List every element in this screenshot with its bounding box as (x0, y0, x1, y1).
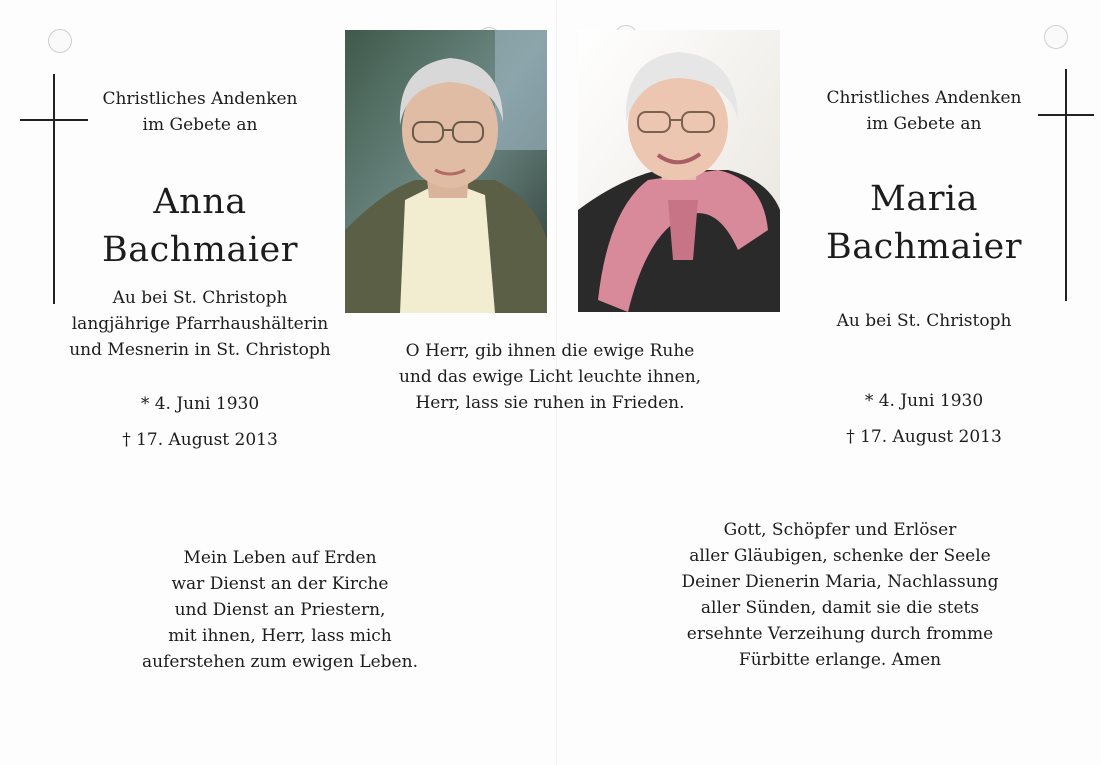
punch-hole-left (48, 29, 72, 53)
left-prayer: Mein Leben auf Erden war Dienst an der Kirche und Dienst an Priestern, mit ihnen, Herr, lass mich auferstehen zum ewigen Leben. (142, 548, 418, 672)
left-details: Au bei St. Christoph langjährige Pfarrhaushälterin und Mesnerin in St. Christoph (69, 288, 331, 360)
center-prayer: O Herr, gib ihnen die ewige Ruhe und das ewige Licht leuchte ihnen, Herr, lass sie ruhen in Frieden. (398, 341, 702, 413)
left-death-date: † 17. August 2013 (122, 430, 278, 450)
right-name (774, 175, 1074, 271)
left-first-name: Anna (153, 182, 247, 222)
left-last-name: Bachmaier (102, 230, 298, 270)
left-name (50, 178, 350, 274)
right-heading: Christliches Andenken im Gebete an (826, 88, 1022, 134)
right-prayer: Gott, Schöpfer und Erlöser aller Gläubigen, schenke der Seele Deiner Dienerin Maria, Nachlassung aller Sünden, damit sie die stets ersehnte Verzeihung durch fromme Fürbitte erlange. Amen (681, 520, 999, 670)
right-details: Au bei St. Christoph (836, 311, 1012, 331)
portrait-anna (345, 30, 547, 313)
right-first-name: Maria (870, 179, 978, 219)
right-birth-date: * 4. Juni 1930 (864, 391, 984, 411)
left-birth-date: * 4. Juni 1930 (140, 394, 260, 414)
right-death-date: † 17. August 2013 (846, 427, 1002, 447)
left-heading: Christliches Andenken im Gebete an (102, 89, 298, 135)
portrait-maria (578, 30, 780, 312)
punch-hole-right (1044, 25, 1068, 49)
right-last-name: Bachmaier (826, 227, 1022, 267)
